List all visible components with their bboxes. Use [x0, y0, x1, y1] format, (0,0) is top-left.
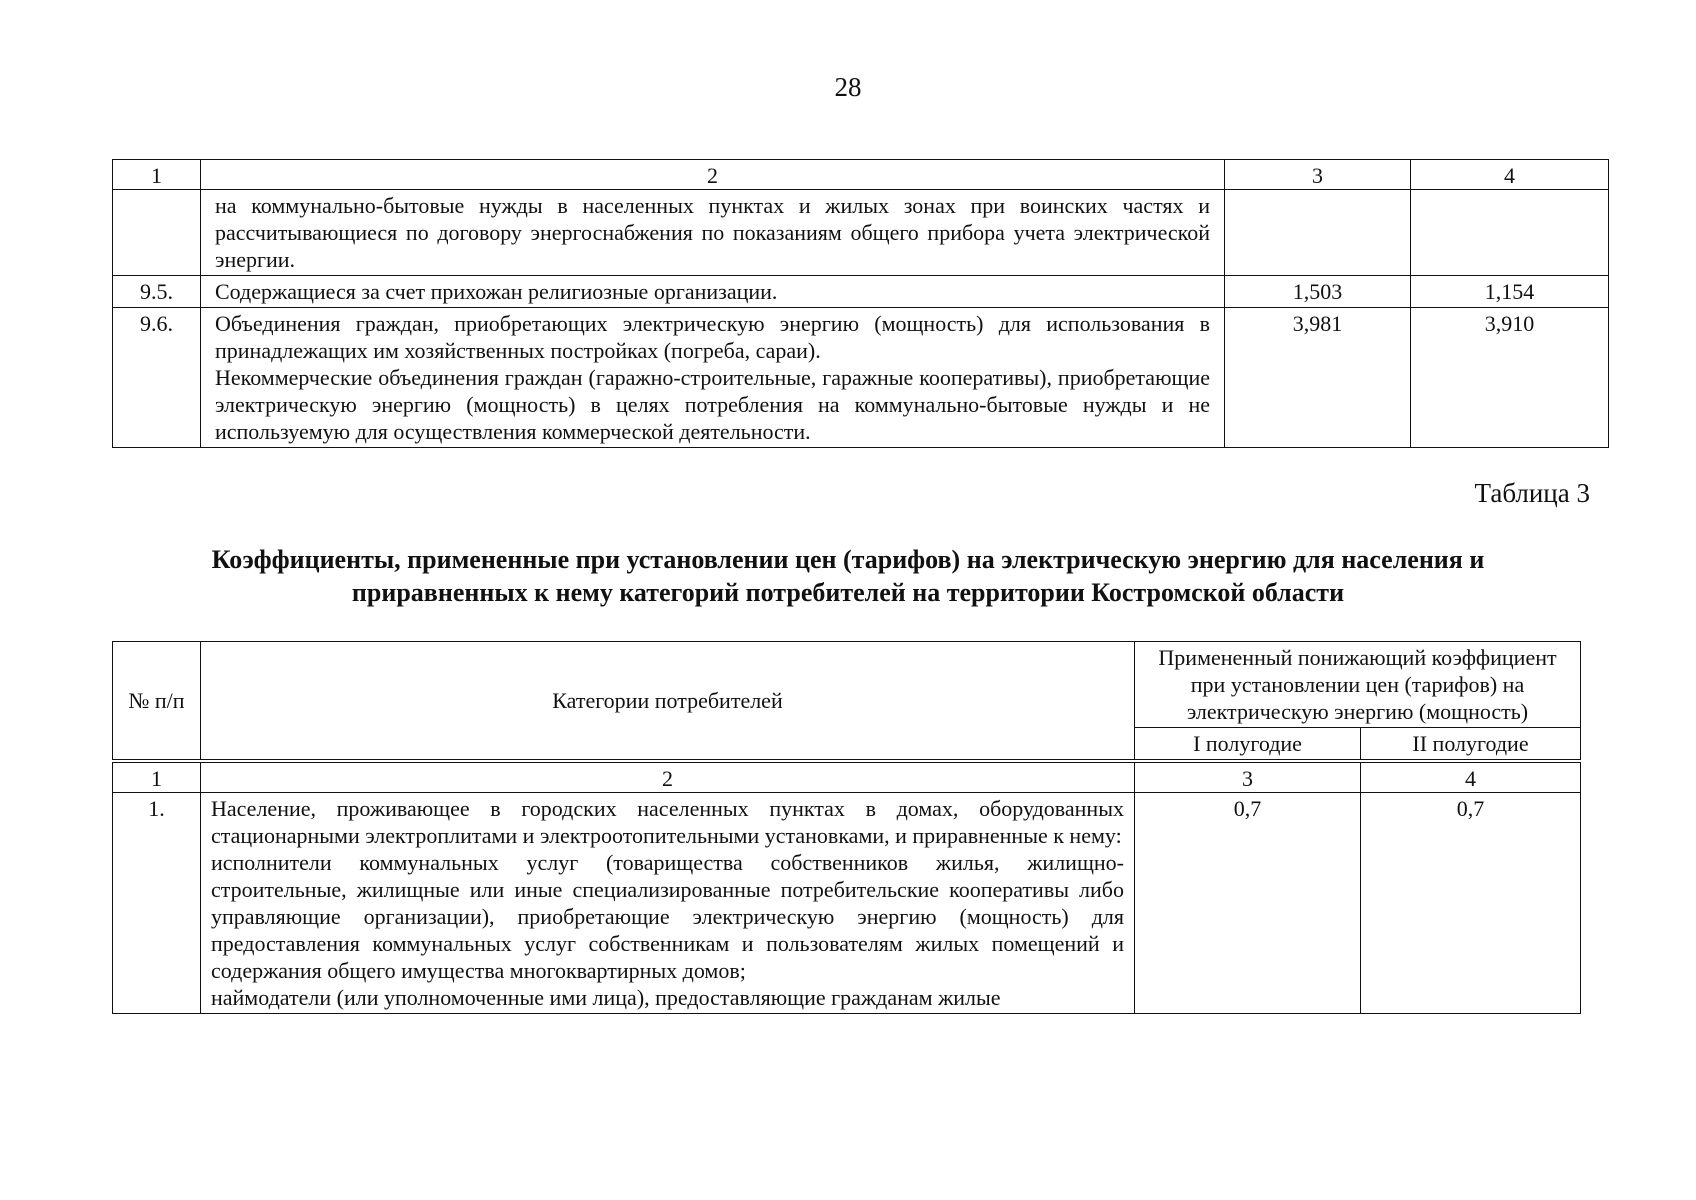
header-cell: 4	[1411, 160, 1609, 190]
page-number: 28	[834, 72, 862, 102]
row-paragraph: наймодатели (или уполномоченные ими лица), предоставляющие гражданам жилые	[211, 985, 1001, 1010]
table-row	[113, 190, 1609, 276]
row-paragraph: Население, проживающее в городских населенных пунктах в домах, оборудованных стационарными электроплитами и электроотопительными установками, и приравненные к нему:	[211, 796, 1124, 848]
header-categories: Категории потребителей	[201, 642, 1135, 760]
header-half-2: II полугодие	[1361, 728, 1581, 760]
table-row	[113, 793, 1581, 1014]
table-row	[113, 276, 1609, 308]
row-number: 9.6.	[113, 308, 201, 448]
table-row	[113, 308, 1609, 448]
column-number: 4	[1361, 763, 1581, 793]
row-paragraph: исполнители коммунальных услуг (товарищества собственников жилья, жилищно-строительные, жилищные или иные специализированные потребительские кооперативы либо управляющие организации), приобретающие электрическую энергию (мощность) для предоставления коммунальных услуг собственникам и пользователям жилых помещений и содержания общего имущества многоквартирных домов;	[211, 850, 1124, 983]
row-number: 1.	[113, 793, 201, 1014]
column-numbering-row	[113, 763, 1581, 793]
row-value-3	[1225, 190, 1411, 276]
table-header-row	[113, 160, 1609, 190]
column-number: 2	[201, 763, 1135, 793]
row-value-half-1: 0,7	[1135, 793, 1361, 1014]
row-category	[201, 308, 1225, 448]
row-category	[201, 793, 1135, 1014]
table-header-row	[113, 642, 1581, 728]
header-number: № п/п	[113, 642, 201, 760]
row-number	[113, 190, 201, 276]
header-cell: 3	[1225, 160, 1411, 190]
row-paragraph: Объединения граждан, приобретающих электрическую энергию (мощность) для использования в принадлежащих им хозяйственных постройках (погреба, сараи).	[215, 311, 1210, 363]
row-paragraph: Некоммерческие объединения граждан (гаражно-строительные, гаражные кооперативы), приобретающие электрическую энергию (мощность) в целях потребления на коммунально-бытовые нужды и не используемую для осуществления коммерческой деятельности.	[215, 365, 1210, 444]
row-value-3: 1,503	[1225, 276, 1411, 308]
row-number: 9.5.	[113, 276, 201, 308]
row-category: на коммунально-бытовые нужды в населенных пунктах и жилых зонах при воинских частях и рассчитывающиеся по договору энергоснабжения по показаниям общего прибора учета электрической энергии.	[201, 190, 1225, 276]
row-value-4: 1,154	[1411, 276, 1609, 308]
table-title: Коэффициенты, примененные при установлении цен (тарифов) на электрическую энергию для населения и приравненных к нему категорий потребителей на территории Костромской области	[211, 545, 1485, 607]
row-value-half-2: 0,7	[1361, 793, 1581, 1014]
row-value-4	[1411, 190, 1609, 276]
row-value-3: 3,981	[1225, 308, 1411, 448]
header-cell: 1	[113, 160, 201, 190]
column-number: 3	[1135, 763, 1361, 793]
header-half-1: I полугодие	[1135, 728, 1361, 760]
header-coefficient: Примененный понижающий коэффициент при установлении цен (тарифов) на электрическую энергию (мощность)	[1135, 642, 1581, 728]
tariff-table-continuation	[112, 159, 1609, 448]
header-cell: 2	[201, 160, 1225, 190]
column-number: 1	[113, 763, 201, 793]
row-category: Содержащиеся за счет прихожан религиозные организации.	[201, 276, 1225, 308]
table-caption: Таблица 3	[1474, 478, 1590, 508]
coefficients-table	[112, 641, 1581, 1014]
row-value-4: 3,910	[1411, 308, 1609, 448]
